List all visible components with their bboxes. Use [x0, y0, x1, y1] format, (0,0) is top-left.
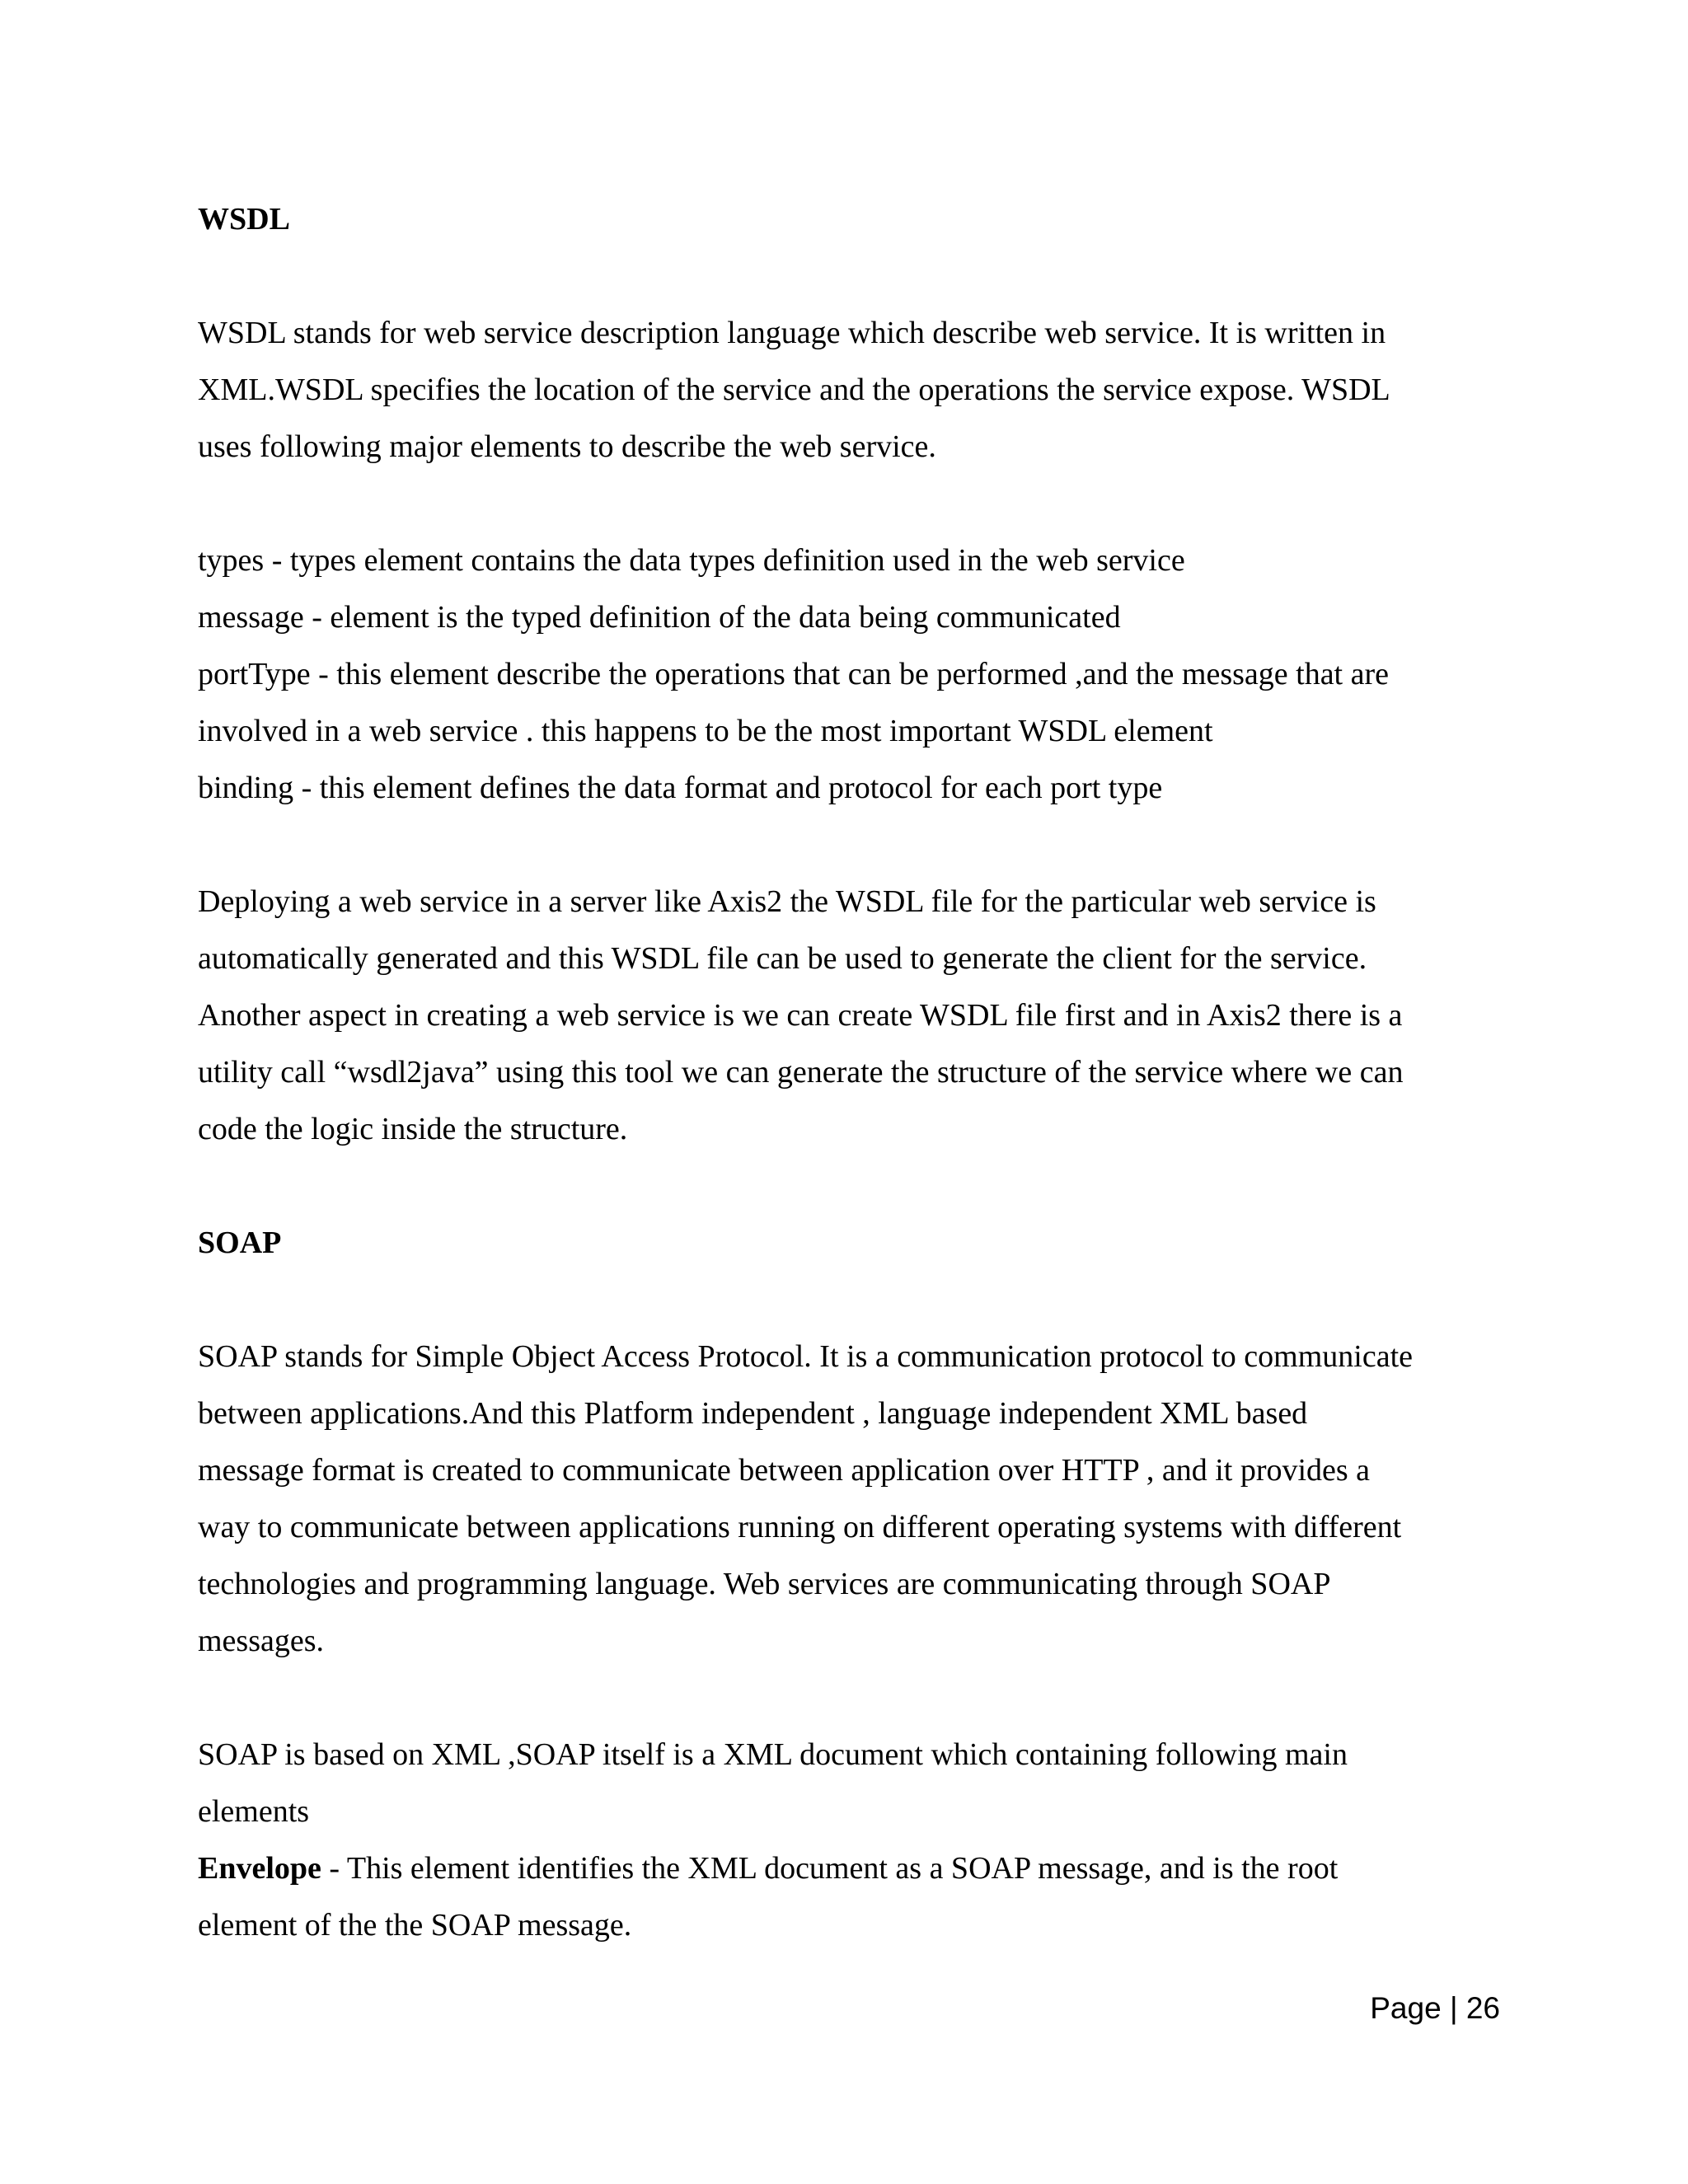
text-line: code the logic inside the structure. [198, 1112, 628, 1146]
envelope-definition-line [198, 1840, 1500, 1897]
spacer [198, 248, 1500, 305]
soap-intro-paragraph [198, 1329, 1500, 1670]
text-line: XML.WSDL specifies the location of the service and the operations the service expose. WSDL [198, 373, 1390, 407]
section-heading-wsdl: WSDL [198, 202, 290, 237]
text-line: involved in a web service . this happens to be the most important WSDL element [198, 714, 1213, 748]
soap-elements-paragraph [198, 1727, 1500, 1954]
text-line: types - types element contains the data types definition used in the web service [198, 543, 1185, 578]
wsdl-intro-paragraph [198, 305, 1500, 476]
spacer [198, 1670, 1500, 1727]
spacer [198, 1272, 1500, 1329]
text-line: between applications.And this Platform independent , language independent XML based [198, 1396, 1308, 1431]
text-line: binding - this element defines the data format and protocol for each port type [198, 771, 1163, 805]
text-line: automatically generated and this WSDL file can be used to generate the client for the service. [198, 941, 1367, 976]
text-line: elements [198, 1794, 310, 1829]
text-line: message - element is the typed definition of the data being communicated [198, 600, 1121, 635]
text-line: utility call “wsdl2java” using this tool we can generate the structure of the service where we can [198, 1055, 1404, 1090]
text-line: portType - this element describe the operations that can be performed ,and the message that are [198, 657, 1390, 691]
text-line: SOAP is based on XML ,SOAP itself is a XML document which containing following main [198, 1737, 1348, 1772]
text-line: uses following major elements to describe the web service. [198, 429, 936, 464]
text-line: Another aspect in creating a web service is we can create WSDL file first and in Axis2 there is a [198, 998, 1403, 1033]
text-line: message format is created to communicate between application over HTTP , and it provides a [198, 1453, 1371, 1488]
document-page [198, 191, 1500, 1954]
text-line: technologies and programming language. Web services are communicating through SOAP [198, 1567, 1331, 1601]
spacer [198, 1158, 1500, 1215]
page-number-footer: Page | 26 [1370, 1991, 1500, 2025]
text-line: element of the the SOAP message. [198, 1908, 632, 1943]
envelope-description: - This element identifies the XML document as a SOAP message, and is the root [321, 1851, 1339, 1886]
section-heading-soap: SOAP [198, 1226, 282, 1260]
envelope-term: Envelope [198, 1851, 321, 1886]
text-line: Deploying a web service in a server like Axis2 the WSDL file for the particular web service is [198, 884, 1376, 919]
text-line: messages. [198, 1624, 325, 1658]
text-line: way to communicate between applications running on different operating systems with different [198, 1510, 1402, 1544]
spacer [198, 476, 1500, 532]
wsdl-deploy-paragraph [198, 874, 1500, 1158]
wsdl-elements-list [198, 532, 1500, 817]
spacer [198, 817, 1500, 874]
text-line: WSDL stands for web service description language which describe web service. It is written in [198, 316, 1386, 350]
text-line: SOAP stands for Simple Object Access Protocol. It is a communication protocol to communicate [198, 1339, 1414, 1374]
